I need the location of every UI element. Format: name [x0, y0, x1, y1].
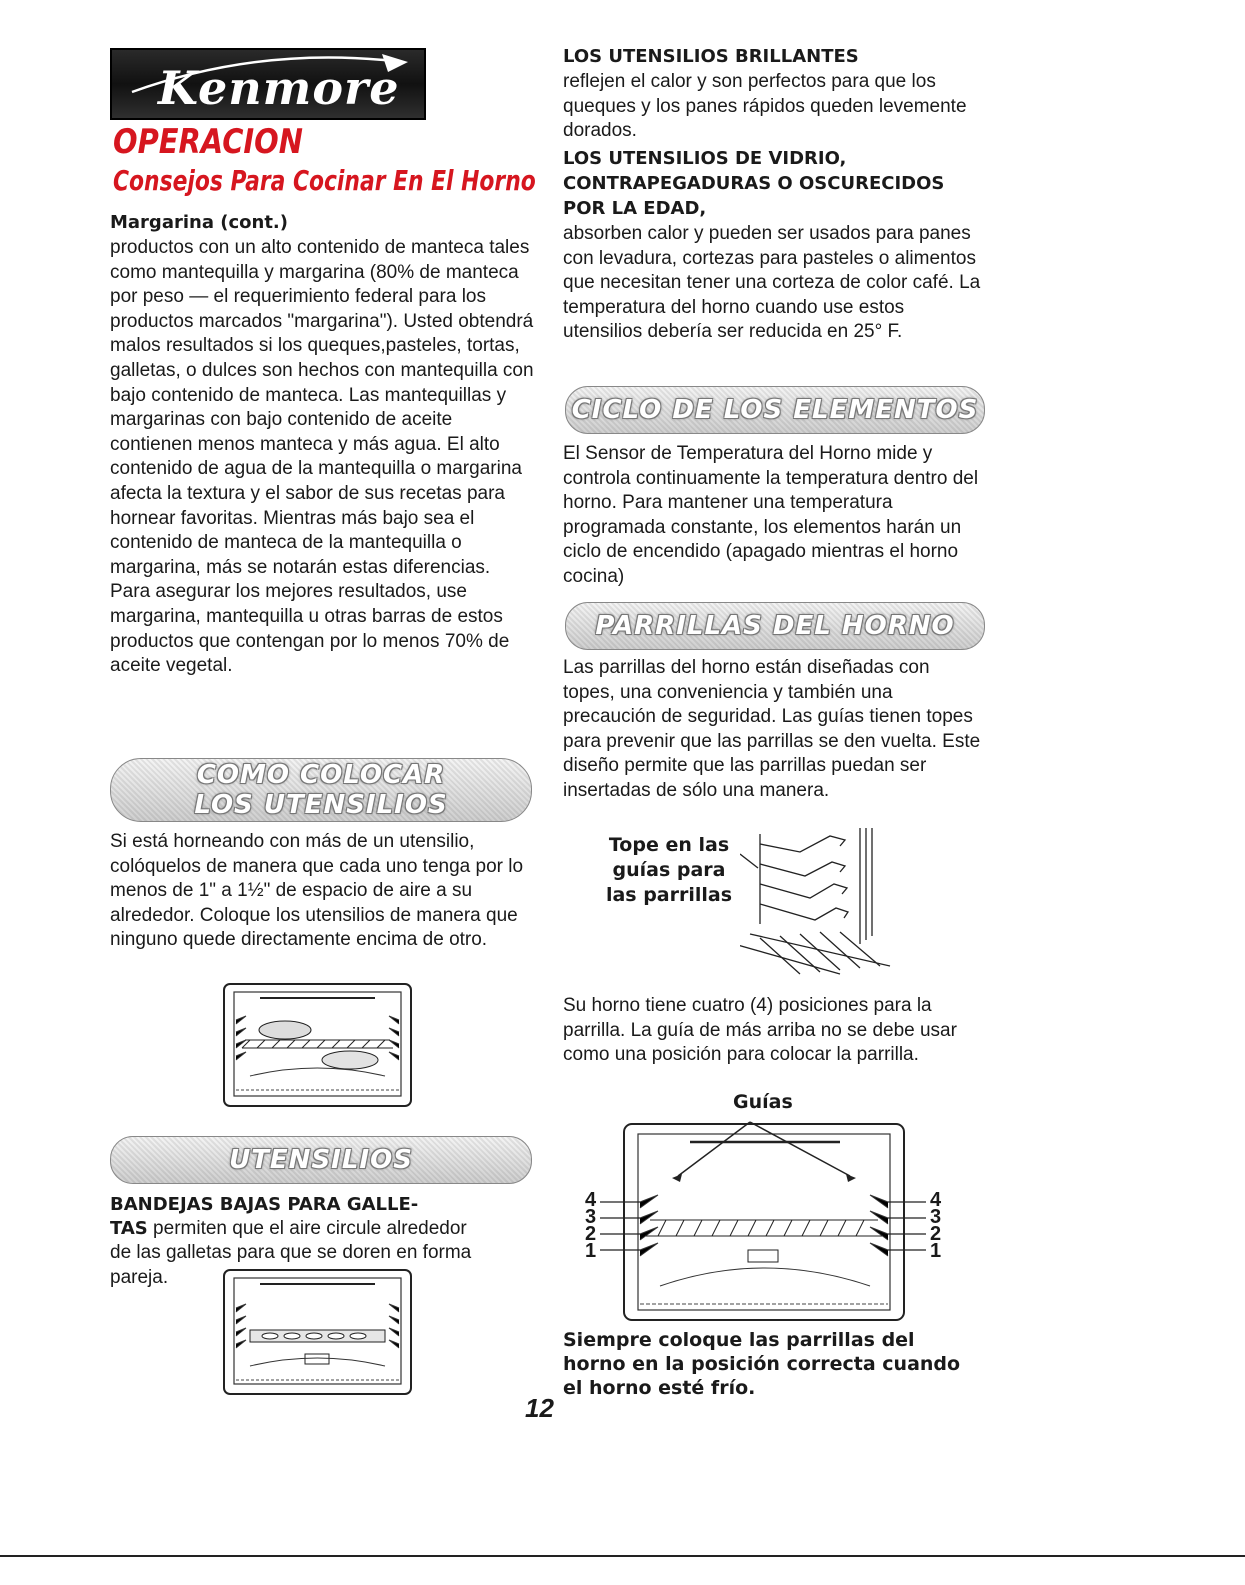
- brand-name: Kenmore: [158, 61, 400, 115]
- rack-number: 1: [930, 1240, 942, 1262]
- banner-como-colocar: [110, 758, 532, 822]
- oven-cookie-sheet-illustration: [220, 1266, 415, 1398]
- banner-parrillas-text: PARRILLAS DEL HORNO: [595, 611, 955, 641]
- parrillas-body: Las parrillas del horno están diseñadas con topes, una conveniencia y también una precaución de seguridad. Las guías tienen topes para prevenir que las parrillas se den vuelta. Este diseño permite que las parrillas puedan ser insertadas de sólo una manera.: [563, 657, 981, 801]
- brillantes-body: reflejen el calor y son perfectos para que los queques y los panes rápidos queden levemente dorados.: [563, 71, 967, 142]
- tope-label-line2: guías para: [612, 859, 726, 881]
- banner-utensilios: [110, 1136, 532, 1184]
- oven-rack-positions-illustration: [580, 1110, 960, 1322]
- vidrio-heading: LOS UTENSILIOS DE VIDRIO, CONTRAPEGADURAS O OSCURECIDOS POR LA EDAD,: [563, 148, 945, 219]
- bandejas-body-1: permiten que el aire circule alrededor: [147, 1218, 467, 1239]
- bandejas-body-2: de las galletas para que se doren en forma pareja.: [110, 1242, 472, 1288]
- bandejas-heading: BANDEJAS BAJAS PARA GALLE-: [110, 1194, 419, 1215]
- banner-ciclo-text: CICLO DE LOS ELEMENTOS: [571, 395, 979, 425]
- bandejas-heading-cont: TAS: [110, 1218, 148, 1239]
- banner-como-colocar-line1: COMO COLOCAR: [196, 760, 446, 790]
- bottom-rule: [0, 1555, 1245, 1557]
- rack-number: 4: [930, 1189, 942, 1211]
- rack-number: 1: [585, 1240, 597, 1262]
- margarina-heading: Margarina (cont.): [110, 212, 288, 233]
- kenmore-logo: [110, 48, 426, 120]
- rack-stop-illustration: [740, 824, 900, 984]
- tope-label-line3: las parrillas: [605, 884, 733, 906]
- rack-number: 3: [930, 1206, 942, 1228]
- bandejas-line-2: [110, 1216, 530, 1242]
- oven-two-pans-illustration: [220, 980, 415, 1110]
- tope-label: [594, 833, 744, 908]
- colocar-body: Si está horneando con más de un utensilio, colóquelos de manera que cada uno tenga por lo menos de 1" a 1½" de espacio de aire a su alrededor. Coloque los utensilios de manera que ninguno quede directamente encima de otro.: [110, 831, 524, 951]
- margarina-body: productos con un alto contenido de manteca tales como mantequilla y margarina (80% de manteca por peso — el requerimiento federal para los productos marcados "margarina"). Usted obtendrá malos resultados si los queques,pasteles, tortas, galletas, o dulces son hechos con mantequilla con bajo contenido de manteca. Las mantequillas y margarinas con bajo contenido de aceite contienen menos manteca y más agua. El alto contenido de agua de la mantequilla o margarina afecta la textura y el sabor de sus recetas para hornear favoritas. Mientras más bajo sea el contenido de manteca de la mantequilla o margarina, más se notarán estas diferencias. Para asegurar los mejores resultados, use margarina, mantequilla u otras barras de estos productos que contengan por lo menos 70% de aceite vegetal.: [110, 237, 534, 677]
- posiciones-body: Su horno tiene cuatro (4) posiciones para la parrilla. La guía de más arriba no se debe usar como una posición para colocar la parrilla.: [563, 995, 957, 1066]
- guias-label: Guías: [733, 1091, 793, 1113]
- page-subtitle: Consejos Para Cocinar En El Horno: [113, 164, 536, 197]
- vidrio-body: absorben calor y pueden ser usados para panes con levadura, cortezas para pasteles o alimentos que necesitan tener una corteza de color café. La temperatura del horno cuando use estos utensilios debería ser reducida en 25° F.: [563, 223, 981, 343]
- page-title: OPERACION: [113, 122, 303, 162]
- banner-como-colocar-line2: LOS UTENSILIOS: [194, 790, 448, 820]
- rack-number: 3: [585, 1206, 597, 1228]
- rack-number: 4: [585, 1189, 597, 1211]
- rack-numbers-right: [930, 1189, 942, 1262]
- page-number: 12: [525, 1393, 554, 1423]
- rack-numbers-left: [585, 1189, 597, 1262]
- rack-number: 2: [930, 1223, 942, 1245]
- ciclo-body: El Sensor de Temperatura del Horno mide y controla continuamente la temperatura dentro del horno. Para mantener una temperatura programada constante, los elementos harán un ciclo de encendido (apagado mientras el horno cocina): [563, 443, 979, 587]
- tope-label-line1: Tope en las: [608, 834, 730, 856]
- banner-ciclo: [565, 386, 985, 434]
- banner-parrillas: [565, 602, 985, 650]
- rack-number: 2: [585, 1223, 597, 1245]
- brillantes-heading: LOS UTENSILIOS BRILLANTES: [563, 46, 859, 67]
- siempre-note: Siempre coloque las parrillas del horno en la posición correcta cuando el horno esté frío.: [563, 1329, 961, 1399]
- banner-utensilios-text: UTENSILIOS: [229, 1145, 413, 1175]
